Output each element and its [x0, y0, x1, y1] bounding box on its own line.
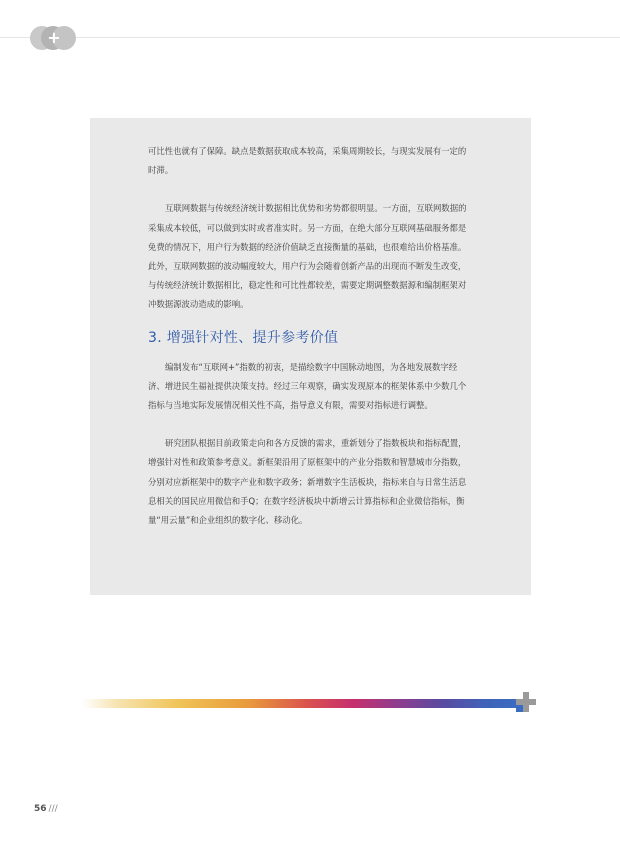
paragraph-line: 编制发布“互联网+”指数的初衷，是描绘数字中国脉动地图，为各地发展数字经	[165, 361, 458, 372]
section-heading: 3. 增强针对性、提升参考价值	[148, 329, 339, 346]
paragraph-line: 互联网数据与传统经济统计数据相比优势和劣势都很明显。一方面，互联网数据的	[165, 203, 467, 214]
header-logo-icon	[30, 26, 78, 50]
paragraph-line: 济、增进民生福祉提供决策支持。经过三年观察，确实发现原本的框架体系中少数几个	[148, 380, 467, 391]
paragraph-gap	[148, 415, 520, 434]
paragraph-line: 息相关的国民应用微信和手Q；在数字经济板块中新增云计算指标和企业微信指标，衡	[148, 495, 465, 506]
paragraph	[148, 142, 520, 180]
paragraph-line: 可比性也就有了保障。缺点是数据获取成本较高，采集周期较长，与现实发展有一定的	[148, 146, 467, 156]
plus-icon: +	[47, 28, 61, 47]
paragraph-line: 量“用云量”和企业组织的数字化、移动化。	[148, 515, 308, 526]
paragraph-line: 研究团队根据目前政策走向和各方反馈的需求，重新划分了指数板块和指标配置，	[165, 438, 467, 449]
paragraph-line: 与传统经济统计数据相比，稳定性和可比性都较差，需要定期调整数据源和编制框架对	[148, 280, 467, 291]
paragraph-line: 此外，互联网数据的波动幅度较大，用户行为会随着创新产品的出现而不断发生改变，	[148, 261, 467, 272]
paragraph-group-bottom	[148, 358, 520, 531]
article-body	[148, 142, 520, 530]
page-number-suffix: ///	[48, 804, 58, 814]
page-number	[34, 804, 58, 814]
paragraph-line: 时滞。	[148, 165, 174, 176]
paragraph-line: 分别对应新框架中的数字产业和数字政务；新增数字生活板块，指标来自与日常生活息	[148, 476, 467, 487]
paragraph-line: 采集成本较低，可以做到实时或者准实时。另一方面，在绝大部分互联网基础服务都是	[148, 222, 467, 233]
paragraph	[148, 358, 520, 416]
plus-icon	[514, 690, 538, 714]
paragraph-line: 指标与当地实际发展情况相关性不高，指导意义有限，需要对指标进行调整。	[148, 400, 433, 411]
paragraph-gap	[148, 180, 520, 199]
decorative-gradient-bar	[82, 699, 520, 708]
paragraph-group-top	[148, 142, 520, 315]
paragraph-line: 冲数据源波动造成的影响。	[148, 299, 249, 310]
paragraph	[148, 199, 520, 314]
paragraph-line: 免费的情况下，用户行为数据的经济价值缺乏直接衡量的基础，也很难给出价格基准。	[148, 241, 467, 252]
paragraph-line: 增强针对性和政策参考意义。新框架沿用了原框架中的产业分指数和智慧城市分指数，	[148, 457, 467, 468]
header-rule	[0, 37, 620, 38]
page-number-value: 56	[34, 804, 47, 814]
paragraph	[148, 434, 520, 530]
